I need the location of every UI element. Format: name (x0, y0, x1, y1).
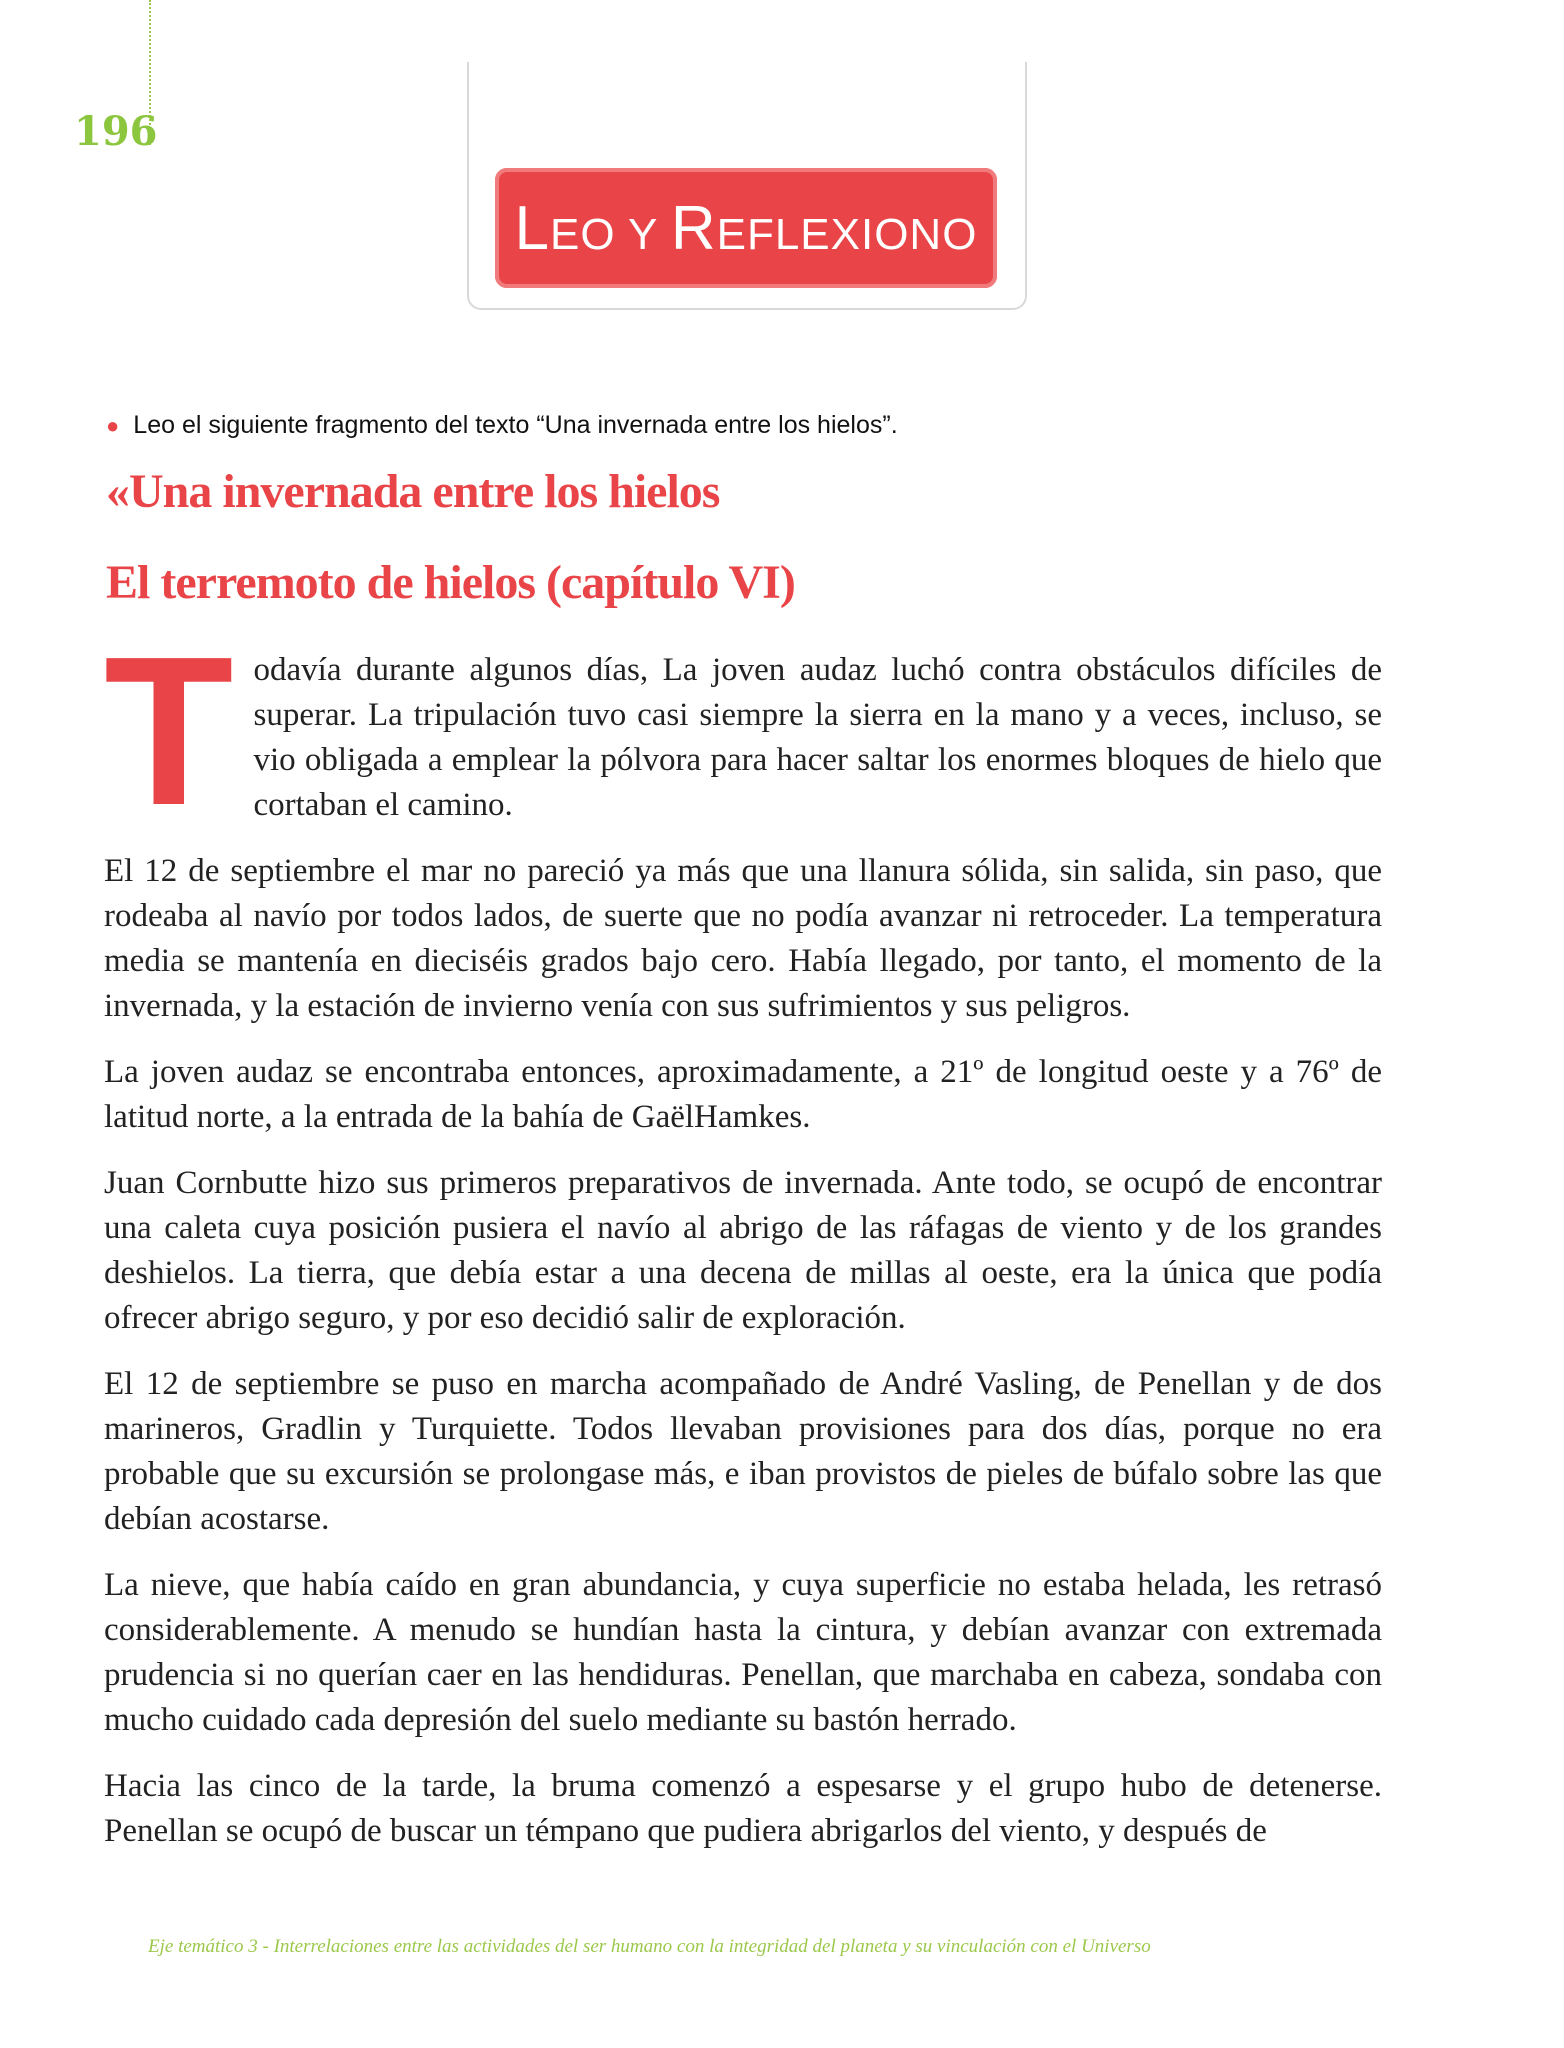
bullet-icon: ● (106, 413, 120, 438)
paragraph: La joven audaz se encontraba entonces, aproximadamente, a 21º de longitud oeste y a 76º de latitud norte, a la entrada de la bahía de GaëlHamkes. (104, 1054, 1382, 1135)
section-title: LEO Y REFLEXIONO (514, 193, 978, 263)
section-title-box (495, 168, 997, 288)
paragraph: Juan Cornbutte hizo sus primeros preparativos de invernada. Ante todo, se ocupó de encontrar una caleta cuya posición pusiera el navío al abrigo de las ráfagas de viento y de los grandes deshielos. La tierra, que debía estar a una decena de millas al oeste, era la única que podía ofrecer abrigo seguro, y por eso decidió salir de exploración. (104, 1165, 1382, 1336)
chapter-title: El terremoto de hielos (capítulo VI) (106, 556, 795, 609)
drop-cap: T (104, 612, 234, 849)
paragraph: La nieve, que había caído en gran abundancia, y cuya superficie no estaba helada, les retrasó considerablemente. A menudo se hundían hasta la cintura, y debían avanzar con extremada prudencia si no querían caer en las hendiduras. Penellan, que marchaba en cabeza, sondaba con mucho cuidado cada depresión del suelo mediante su bastón herrado. (104, 1567, 1382, 1738)
footer-axis-caption: Eje temático 3 - Interrelaciones entre las actividades del ser humano con la integridad del planeta y su vinculación con el Universo (148, 1936, 1151, 1957)
text-title: «Una invernada entre los hielos (106, 465, 720, 518)
paragraph: Todavía durante algunos días, La joven audaz luchó contra obstáculos difíciles de superar. La tripulación tuvo casi siempre la sierra en la mano y a veces, incluso, se vio obligada a emplear la pólvora para hacer saltar los enormes bloques de hielo que cortaban el camino. (104, 612, 1382, 849)
paragraph: El 12 de septiembre se puso en marcha acompañado de André Vasling, de Penellan y de dos marineros, Gradlin y Turquiette. Todos llevaban provisiones para dos días, porque no era probable que su excursión se prolongase más, e iban provistos de pieles de búfalo sobre las que debían acostarse. (104, 1366, 1382, 1537)
paragraph: El 12 de septiembre el mar no pareció ya más que una llanura sólida, sin salida, sin paso, que rodeaba al navío por todos lados, de suerte que no podía avanzar ni retroceder. La temperatura media se mantenía en dieciséis grados bajo cero. Había llegado, por tanto, el momento de la invernada, y la estación de invierno venía con sus sufrimientos y sus peligros. (104, 853, 1382, 1024)
reading-instruction: ● Leo el siguiente fragmento del texto “Una invernada entre los hielos”. (106, 411, 898, 439)
page-number: 196 (74, 108, 158, 155)
story-body (104, 612, 1382, 1875)
paragraph: Hacia las cinco de la tarde, la bruma comenzó a espesarse y el grupo hubo de detenerse. Penellan se ocupó de buscar un témpano que pudiera abrigarlos del viento, y después de (104, 1768, 1382, 1849)
